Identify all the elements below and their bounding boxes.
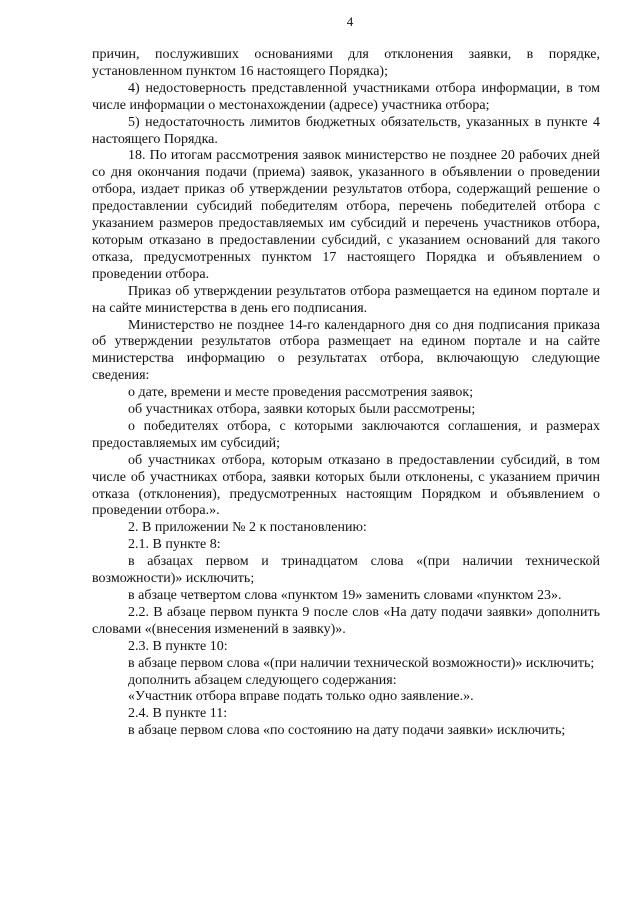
paragraph: 2. В приложении № 2 к постановлению:: [128, 520, 367, 536]
paragraph: 2.4. В пункте 11:: [128, 706, 228, 722]
paragraph: причин, послуживших основаниями для отклонения заявки, в порядке, установленном пунктом 16 настоящего Порядка);: [92, 47, 600, 79]
paragraph: «Участник отбора вправе подать только одно заявление.».: [128, 689, 474, 705]
paragraph: в абзаце первом слова «по состоянию на дату подачи заявки» исключить;: [128, 723, 566, 739]
page-number: 4: [346, 14, 354, 29]
paragraph: 5) недостаточность лимитов бюджетных обязательств, указанных в пункте 4 настоящего Порядка.: [92, 114, 600, 147]
paragraph: в абзацах первом и тринадцатом слова «(при наличии технической возможности)» исключить;: [92, 554, 600, 587]
paragraph: 4) недостоверность представленной участниками отбора информации, в том числе информации о местонахождении (адресе) участника отбора;: [92, 80, 600, 113]
paragraph: 2.2. В абзаце первом пункта 9 после слов «На дату подачи заявки» дополнить словами «(внесения изменений в заявку)».: [92, 604, 600, 637]
paragraph: о победителях отбора, с которыми заключаются соглашения, и размерах предоставляемых им субсидий;: [92, 418, 600, 451]
paragraph: 2.1. В пункте 8:: [128, 537, 221, 553]
paragraph: в абзаце четвертом слова «пунктом 19» заменить словами «пунктом 23».: [128, 588, 562, 603]
paragraph: об участниках отбора, заявки которых были рассмотрены;: [128, 402, 476, 418]
paragraph: об участниках отбора, которым отказано в предоставлении субсидий, в том числе об участниках отбора, заявки которых были отклонены, с указанием причин отказа (отклонения), предусмотренных настоящим Порядком и объявлением о проведении отбора.».: [92, 452, 600, 519]
paragraph: 2.3. В пункте 10:: [128, 638, 228, 654]
document-body: [92, 47, 600, 740]
paragraph: Министерство не позднее 14-го календарного дня со дня подписания приказа об утверждении результатов отбора размещает на едином портале и на сайте министерства информацию о результатах отбора, включающую следующие сведения:: [92, 317, 600, 384]
paragraph: дополнить абзацем следующего содержания:: [128, 672, 397, 688]
paragraph: Приказ об утверждении результатов отбора размещается на едином портале и на сайте министерства в день его подписания.: [92, 283, 600, 316]
paragraph: в абзаце первом слова «(при наличии технической возможности)» исключить;: [128, 655, 595, 671]
paragraph: о дате, времени и месте проведения рассмотрения заявок;: [128, 385, 474, 401]
paragraph: 18. По итогам рассмотрения заявок министерство не позднее 20 рабочих дней со дня окончания подачи (приема) заявок, указанного в объявлении о проведении отбора, издает приказ об утверждении результатов отбора, содержащий решение о предоставлении субсидий победителям отбора, перечень победителей отбора с указанием размеров предоставляемых им субсидий и перечень участников отбора, которым отказано в предоставлении субсидий, с указанием оснований для такого отказа, предусмотренных пунктом 17 настоящего Порядка и объявлением о проведении отбора.: [92, 148, 600, 282]
